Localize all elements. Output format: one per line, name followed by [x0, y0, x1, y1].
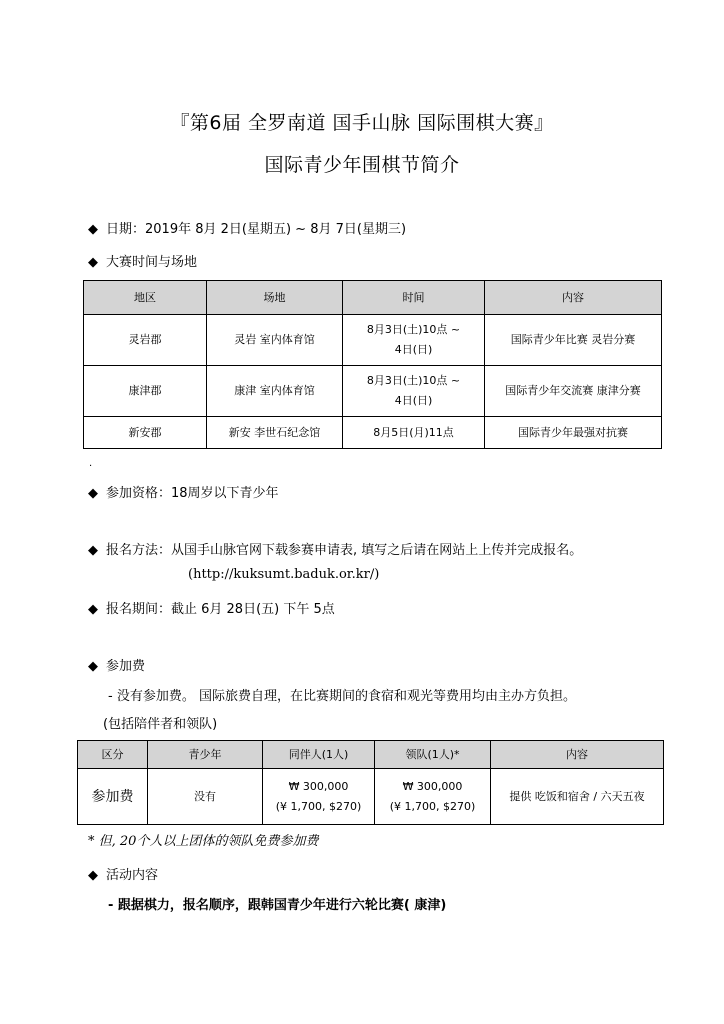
column-header-youth: 青少年 [148, 741, 263, 769]
cell-venue: 灵岩 室内体育馆 [207, 315, 343, 366]
stray-dot: . [89, 458, 93, 469]
diamond-bullet-icon: ◆ [88, 659, 98, 674]
diamond-bullet-icon: ◆ [88, 602, 98, 617]
companion-amount-other: (¥ 1,700, $270) [275, 799, 362, 813]
column-header-time: 时间 [343, 281, 485, 315]
cell-time [343, 315, 485, 366]
leader-amount-other: (¥ 1,700, $270) [389, 799, 476, 813]
leader-fee-note: * 但, 20个人以上团体的领队免费参加费 [88, 834, 319, 849]
time-line-1: 8月3日(土)10点 ~ [366, 323, 461, 336]
fee-inclusion-note: (包括陪伴者和领队) [103, 717, 218, 732]
column-header-leader: 领队(1人)* [375, 741, 491, 769]
cell-region: 灵岩郡 [84, 315, 207, 366]
time-line-2: 4日(日) [394, 343, 433, 356]
cell-region: 康津郡 [84, 366, 207, 417]
cell-youth: 没有 [148, 769, 263, 825]
column-header-category: 区分 [78, 741, 148, 769]
table-row [78, 769, 664, 825]
fee-heading-text: 参加费 [106, 659, 146, 674]
schedule-heading-text: 大赛时间与场地 [106, 255, 198, 270]
fee-description: - 没有参加费。 国际旅费自理，在比赛期间的食宿和观光等费用均由主办方负担。 [108, 689, 576, 704]
activities-description: - 跟据棋力，报名顺序，跟韩国青少年进行六轮比赛( 康津) [108, 898, 447, 913]
companion-amount: ₩ 300,000 [288, 779, 349, 793]
time-line-2: 4日(日) [394, 394, 433, 407]
activities-heading [88, 864, 158, 883]
registration-method-text: 报名方法：从国手山脉官网下载参赛申请表, 填写之后请在网站上上传并完成报名。 [106, 543, 583, 558]
registration-period-text: 报名期间：截止 6月 28日(五) 下午 5点 [106, 602, 335, 617]
diamond-bullet-icon: ◆ [88, 543, 98, 558]
fee-table [77, 740, 664, 825]
cell-time: 8月5日(月)11点 [343, 417, 485, 449]
leader-amount: ₩ 300,000 [402, 779, 463, 793]
table-row [84, 366, 662, 417]
date-line [88, 218, 406, 237]
cell-venue: 新安 李世石纪念馆 [207, 417, 343, 449]
fee-heading [88, 655, 145, 674]
page-title: 『第6届 全罗南道 国手山脉 国际围棋大赛』 [170, 112, 554, 134]
cell-companion [263, 769, 375, 825]
date-text: 日期：2019年 8月 2日(星期五) ~ 8月 7日(星期三) [106, 222, 407, 237]
cell-leader [375, 769, 491, 825]
cell-fee-content: 提供 吃饭和宿舍 / 六天五夜 [491, 769, 664, 825]
registration-period-line [88, 598, 335, 617]
column-header-content: 内容 [485, 281, 662, 315]
schedule-table [83, 280, 662, 449]
registration-url: (http://kuksumt.baduk.or.kr/) [188, 567, 380, 582]
eligibility-line [88, 482, 279, 501]
column-header-companion: 同伴人(1人) [263, 741, 375, 769]
column-header-region: 地区 [84, 281, 207, 315]
cell-content: 国际青少年最强对抗赛 [485, 417, 662, 449]
column-header-venue: 场地 [207, 281, 343, 315]
cell-category: 参加费 [78, 769, 148, 825]
registration-method-line [88, 539, 582, 558]
diamond-bullet-icon: ◆ [88, 255, 98, 270]
cell-content: 国际青少年交流赛 康津分赛 [485, 366, 662, 417]
table-row [84, 315, 662, 366]
diamond-bullet-icon: ◆ [88, 222, 98, 237]
table-row [84, 417, 662, 449]
page-subtitle: 国际青少年围棋节简介 [264, 154, 460, 176]
diamond-bullet-icon: ◆ [88, 868, 98, 883]
diamond-bullet-icon: ◆ [88, 486, 98, 501]
cell-venue: 康津 室内体育馆 [207, 366, 343, 417]
cell-time [343, 366, 485, 417]
time-line-1: 8月3日(土)10点 ~ [366, 374, 461, 387]
eligibility-text: 参加资格：18周岁以下青少年 [106, 486, 279, 501]
cell-content: 国际青少年比赛 灵岩分赛 [485, 315, 662, 366]
schedule-heading [88, 251, 197, 270]
column-header-fee-content: 内容 [491, 741, 664, 769]
cell-region: 新安郡 [84, 417, 207, 449]
activities-heading-text: 活动内容 [106, 868, 159, 883]
